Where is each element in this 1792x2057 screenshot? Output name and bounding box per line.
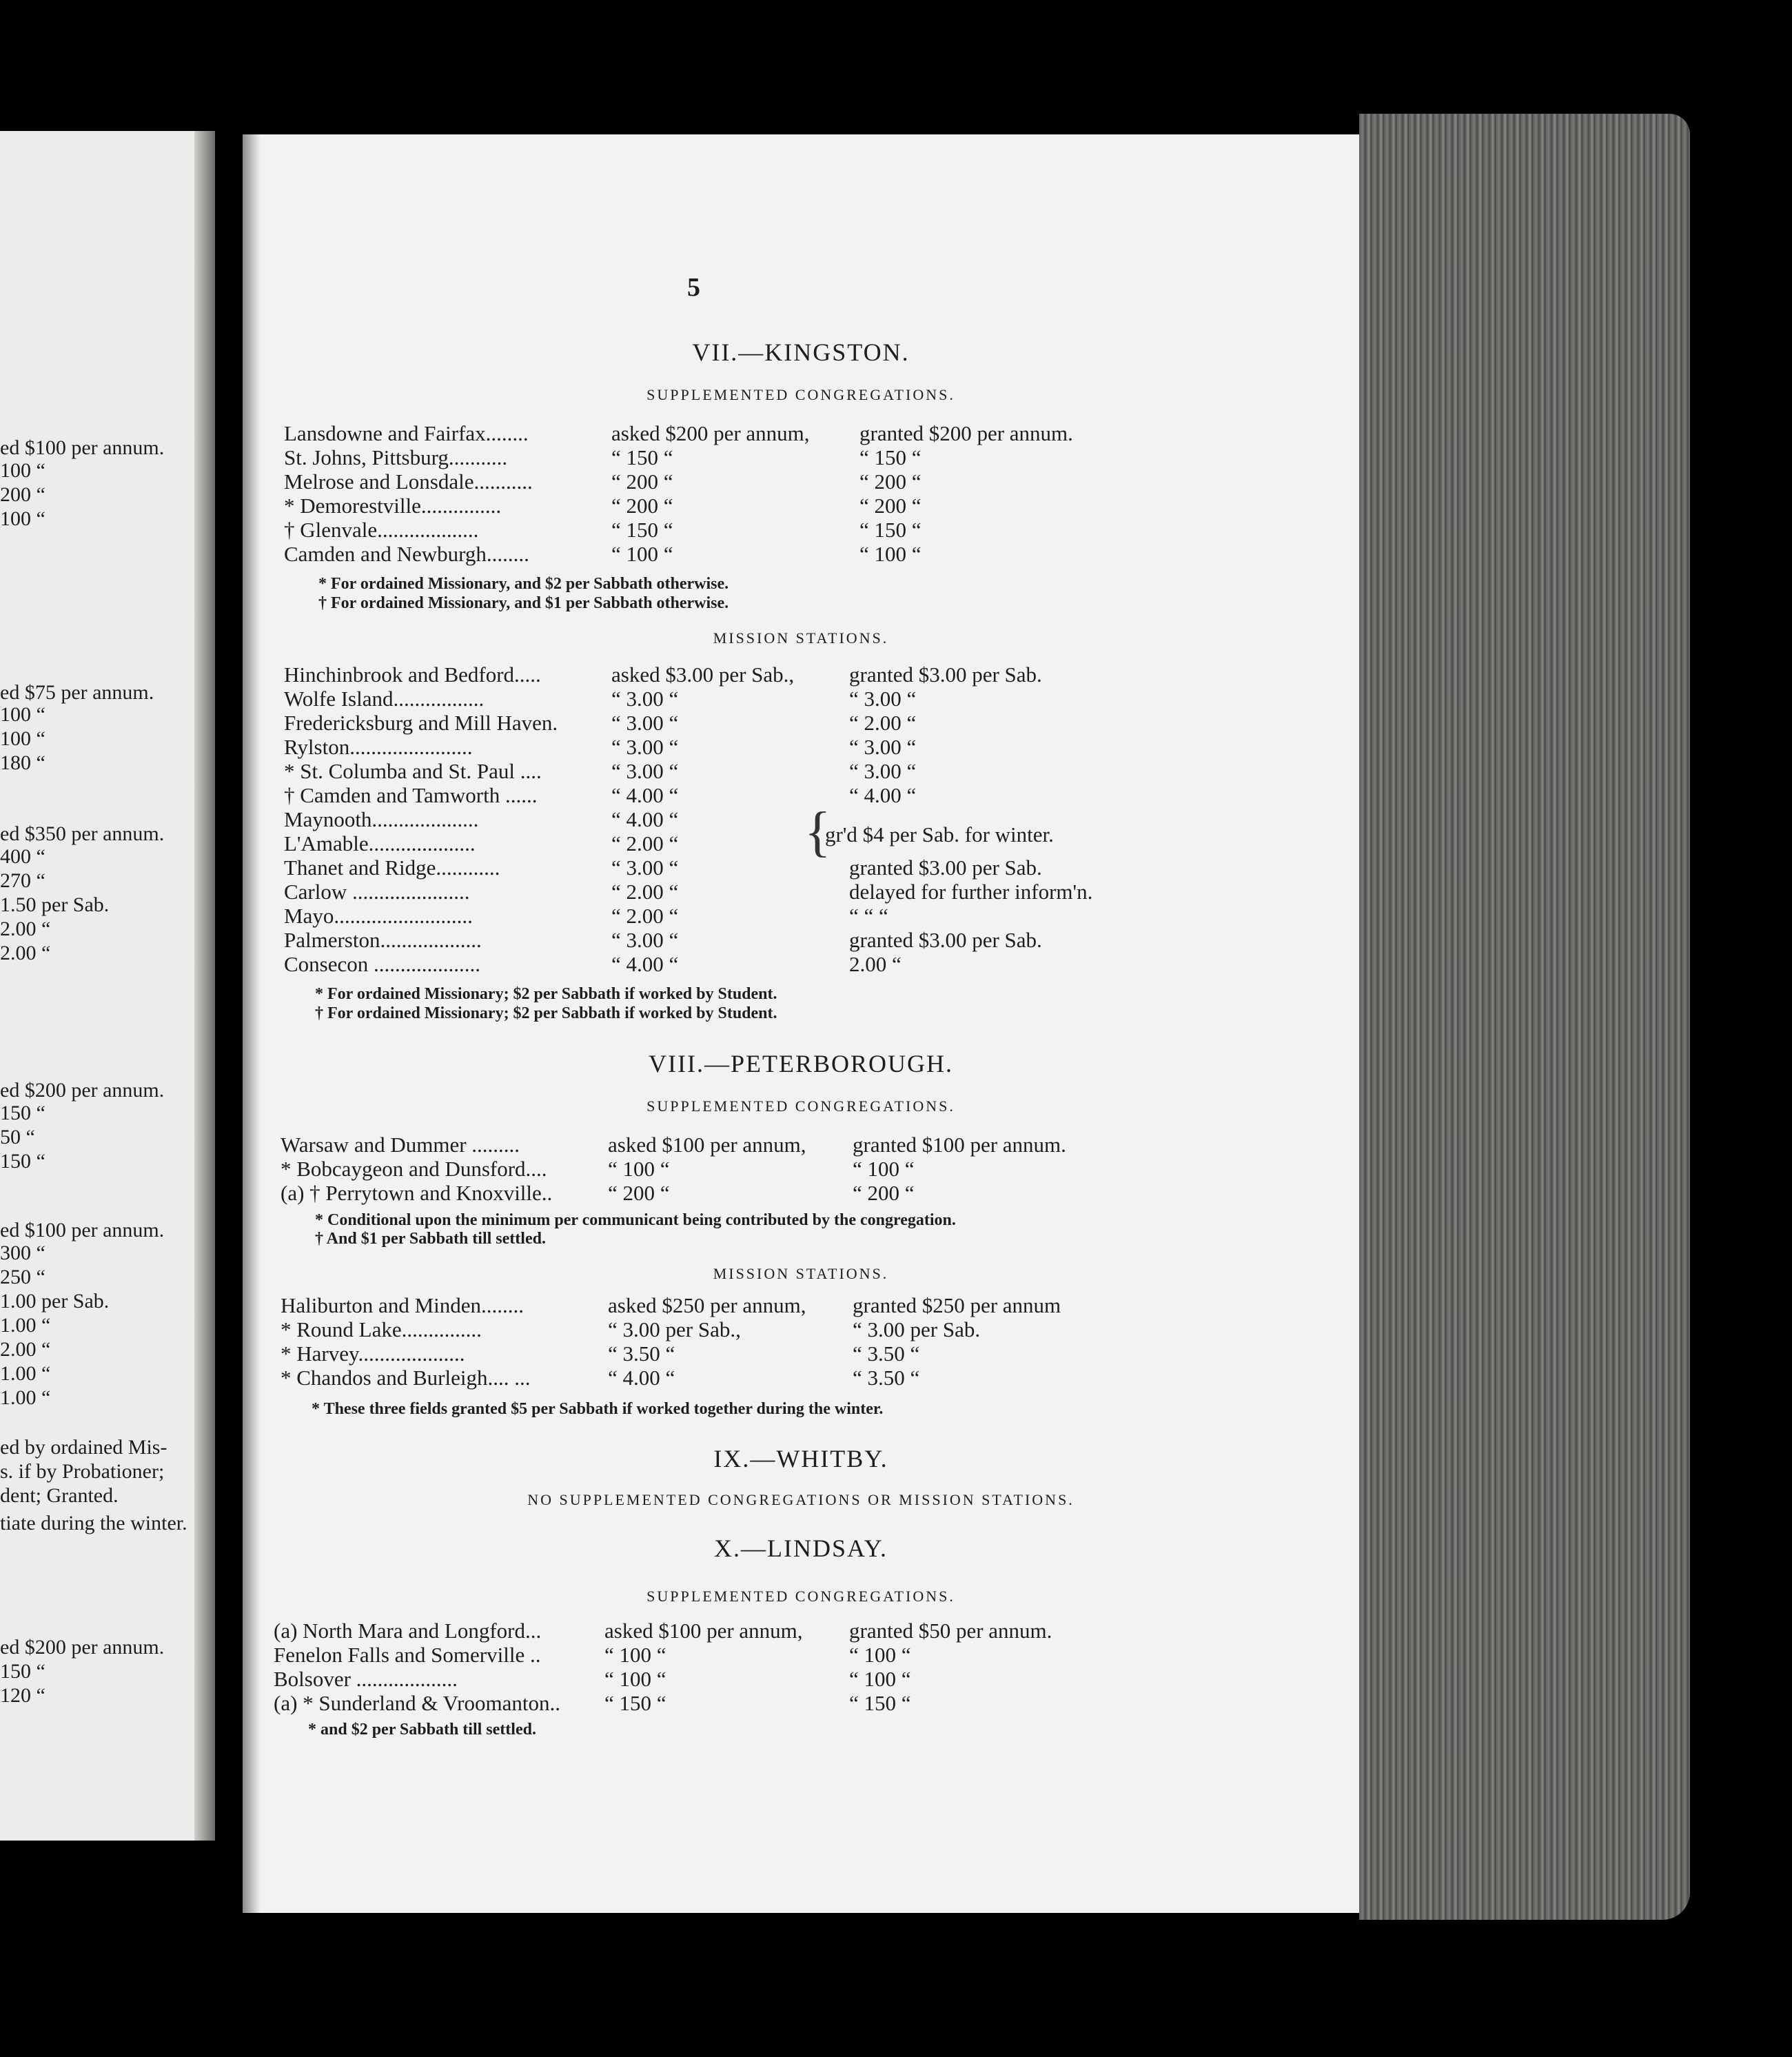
table-cell-name: Hinchinbrook and Bedford..... — [284, 662, 541, 687]
table-cell-granted: granted $100 per annum. — [853, 1133, 1066, 1157]
table-cell-name: * Bobcaygeon and Dunsford.... — [281, 1157, 547, 1181]
table-cell-asked: “ 4.00 “ — [608, 1366, 675, 1390]
table-cell-granted: granted $3.00 per Sab. — [849, 855, 1042, 880]
table-cell-granted: “ 3.00 “ — [849, 735, 917, 759]
peterborough-mission-heading: MISSION STATIONS. — [713, 1265, 889, 1282]
peterborough-mission-note: * These three fields granted $5 per Sabbath if worked together during the winter. — [312, 1400, 884, 1418]
left-page-row: tiate during the winter. — [0, 1512, 187, 1534]
left-page-row: 150 “ — [0, 1102, 45, 1124]
brace-icon: { — [804, 802, 831, 862]
table-cell-granted: “ 200 “ — [859, 469, 922, 494]
peterborough-supp-note-1: * Conditional upon the minimum per communicant being contributed by the congregation. — [315, 1211, 956, 1229]
table-cell-granted: “ “ “ — [849, 904, 888, 928]
left-page-row: ed $100 per annum. — [0, 436, 165, 459]
table-cell-asked: “ 4.00 “ — [611, 952, 679, 976]
table-cell-name: Maynooth.................... — [284, 807, 479, 831]
kingston-mission-note-2: † For ordained Missionary; $2 per Sabbath if worked by Student. — [315, 1004, 777, 1022]
table-cell-granted: granted $3.00 per Sab. — [849, 928, 1042, 952]
table-cell-name: Consecon .................... — [284, 952, 481, 976]
left-page-row: 1.00 “ — [0, 1314, 51, 1337]
left-page-row: 400 “ — [0, 845, 45, 868]
section-title-kingston: VII.—KINGSTON. — [692, 338, 910, 366]
table-cell-granted: granted $200 per annum. — [859, 421, 1073, 445]
table-cell-name: (a) * Sunderland & Vroomanton.. — [274, 1691, 560, 1715]
table-cell-name: Melrose and Lonsdale........... — [284, 469, 533, 494]
table-cell-asked: “ 100 “ — [611, 542, 673, 566]
table-cell-asked: “ 3.50 “ — [608, 1341, 675, 1366]
kingston-mission-heading: MISSION STATIONS. — [713, 629, 889, 647]
section-title-lindsay: X.—LINDSAY. — [713, 1534, 888, 1562]
table-cell-granted: delayed for further inform'n. — [849, 880, 1093, 904]
table-cell-granted: “ 100 “ — [849, 1643, 911, 1667]
table-cell-asked: “ 2.00 “ — [611, 904, 679, 928]
table-cell-name: Lansdowne and Fairfax........ — [284, 421, 529, 445]
table-cell-asked: “ 2.00 “ — [611, 831, 679, 855]
left-page-row: 250 “ — [0, 1266, 45, 1288]
peterborough-supplemented-heading: SUPPLEMENTED CONGREGATIONS. — [646, 1097, 955, 1115]
table-cell-name: Camden and Newburgh........ — [284, 542, 529, 566]
left-page-row: 180 “ — [0, 751, 45, 774]
table-cell-name: Palmerston................... — [284, 928, 482, 952]
left-page-row: 2.00 “ — [0, 1338, 51, 1361]
left-page-row: ed $75 per annum. — [0, 681, 154, 704]
table-cell-name: St. Johns, Pittsburg........... — [284, 445, 508, 469]
left-page — [0, 131, 215, 1841]
book-page-edges — [1359, 114, 1690, 1920]
lindsay-supp-note: * and $2 per Sabbath till settled. — [308, 1721, 536, 1739]
table-cell-granted: granted $250 per annum — [853, 1293, 1061, 1317]
left-page-row: 1.00 “ — [0, 1362, 51, 1385]
left-page-row: 300 “ — [0, 1242, 45, 1264]
lindsay-supplemented-heading: SUPPLEMENTED CONGREGATIONS. — [646, 1588, 955, 1605]
table-cell-granted: “ 100 “ — [853, 1157, 915, 1181]
table-cell-name: Warsaw and Dummer ......... — [281, 1133, 520, 1157]
table-cell-granted: “ 150 “ — [859, 445, 922, 469]
left-page-row: 2.00 “ — [0, 918, 51, 940]
table-cell-name: * Chandos and Burleigh.... ... — [281, 1366, 531, 1390]
table-cell-granted: “ 150 “ — [849, 1691, 911, 1715]
table-cell-asked: asked $200 per annum, — [611, 421, 810, 445]
table-cell-granted: 2.00 “ — [849, 952, 902, 976]
table-cell-asked: “ 100 “ — [608, 1157, 670, 1181]
left-page-row: 100 “ — [0, 703, 45, 726]
table-cell-asked: “ 200 “ — [608, 1181, 670, 1205]
table-cell-granted: “ 200 “ — [853, 1181, 915, 1205]
table-cell-granted: “ 100 “ — [859, 542, 922, 566]
table-cell-name: (a) North Mara and Longford... — [274, 1619, 542, 1643]
table-cell-asked: “ 3.00 per Sab., — [608, 1317, 741, 1341]
left-page-row: 100 “ — [0, 459, 45, 482]
kingston-supp-note-1: * For ordained Missionary, and $2 per Sabbath otherwise. — [318, 575, 729, 593]
left-page-row: 100 “ — [0, 507, 45, 530]
table-cell-name: * Round Lake............... — [281, 1317, 482, 1341]
left-page-row: 1.00 “ — [0, 1386, 51, 1409]
left-page-row: 270 “ — [0, 869, 45, 892]
left-page-row: 120 “ — [0, 1684, 45, 1707]
table-cell-granted: “ 3.00 “ — [849, 759, 917, 783]
table-cell-asked: “ 100 “ — [604, 1667, 666, 1691]
right-page — [243, 134, 1359, 1913]
table-cell-name: Mayo.......................... — [284, 904, 473, 928]
left-page-gutter — [194, 131, 215, 1841]
table-cell-asked: “ 150 “ — [611, 518, 673, 542]
table-cell-asked: “ 100 “ — [604, 1643, 666, 1667]
table-cell-name: * St. Columba and St. Paul .... — [284, 759, 542, 783]
left-page-row: 50 “ — [0, 1126, 35, 1148]
table-cell-name: * Harvey.................... — [281, 1341, 465, 1366]
table-cell-granted: granted $3.00 per Sab. — [849, 662, 1042, 687]
whitby-note: NO SUPPLEMENTED CONGREGATIONS OR MISSION STATIONS. — [527, 1491, 1075, 1508]
left-page-row: 2.00 “ — [0, 942, 51, 964]
left-page-row: ed $200 per annum. — [0, 1079, 165, 1102]
left-page-row: ed by ordained Mis- — [0, 1436, 167, 1459]
table-cell-asked: “ 3.00 “ — [611, 687, 679, 711]
table-cell-granted: “ 4.00 “ — [849, 783, 917, 807]
left-page-row: ed $350 per annum. — [0, 822, 165, 845]
table-cell-name: Fredericksburg and Mill Haven. — [284, 711, 558, 735]
kingston-brace-text: gr'd $4 per Sab. for winter. — [825, 822, 1054, 847]
page-number: 5 — [687, 273, 700, 302]
left-page-row: 100 “ — [0, 727, 45, 750]
table-cell-asked: “ 2.00 “ — [611, 880, 679, 904]
table-cell-asked: “ 3.00 “ — [611, 928, 679, 952]
left-page-row: ed $200 per annum. — [0, 1636, 165, 1659]
table-cell-asked: “ 3.00 “ — [611, 759, 679, 783]
table-cell-granted: “ 100 “ — [849, 1667, 911, 1691]
left-page-row: 150 “ — [0, 1150, 45, 1173]
table-cell-asked: asked $3.00 per Sab., — [611, 662, 795, 687]
kingston-supplemented-heading: SUPPLEMENTED CONGREGATIONS. — [646, 386, 955, 403]
table-cell-granted: “ 3.00 “ — [849, 687, 917, 711]
table-cell-name: Haliburton and Minden........ — [281, 1293, 525, 1317]
table-cell-name: L'Amable.................... — [284, 831, 476, 855]
peterborough-supp-note-2: † And $1 per Sabbath till settled. — [315, 1230, 546, 1248]
table-cell-asked: “ 150 “ — [604, 1691, 666, 1715]
table-cell-name: Rylston....................... — [284, 735, 473, 759]
section-title-peterborough: VIII.—PETERBOROUGH. — [649, 1050, 953, 1077]
left-page-row: s. if by Probationer; — [0, 1460, 165, 1483]
table-cell-asked: “ 3.00 “ — [611, 711, 679, 735]
section-title-whitby: IX.—WHITBY. — [713, 1445, 888, 1472]
table-cell-name: Fenelon Falls and Somerville .. — [274, 1643, 541, 1667]
table-cell-asked: asked $100 per annum, — [608, 1133, 806, 1157]
table-cell-granted: granted $50 per annum. — [849, 1619, 1052, 1643]
table-cell-name: † Camden and Tamworth ...... — [284, 783, 538, 807]
table-cell-asked: asked $100 per annum, — [604, 1619, 803, 1643]
table-cell-name: Wolfe Island................. — [284, 687, 485, 711]
left-page-row: 200 “ — [0, 483, 45, 506]
table-cell-name: Thanet and Ridge............ — [284, 855, 500, 880]
left-page-row: 1.50 per Sab. — [0, 893, 110, 916]
table-cell-granted: “ 150 “ — [859, 518, 922, 542]
table-cell-asked: asked $250 per annum, — [608, 1293, 806, 1317]
table-cell-asked: “ 200 “ — [611, 494, 673, 518]
table-cell-name: * Demorestville............... — [284, 494, 502, 518]
table-cell-asked: “ 3.00 “ — [611, 735, 679, 759]
left-page-row: 1.00 per Sab. — [0, 1290, 110, 1313]
kingston-mission-note-1: * For ordained Missionary; $2 per Sabbath if worked by Student. — [315, 985, 777, 1003]
table-cell-asked: “ 150 “ — [611, 445, 673, 469]
table-cell-asked: “ 4.00 “ — [611, 807, 679, 831]
table-cell-name: Carlow ...................... — [284, 880, 470, 904]
table-cell-granted: “ 3.00 per Sab. — [853, 1317, 981, 1341]
table-cell-name: † Glenvale................... — [284, 518, 479, 542]
table-cell-asked: “ 4.00 “ — [611, 783, 679, 807]
table-cell-granted: “ 2.00 “ — [849, 711, 917, 735]
left-page-row: 150 “ — [0, 1660, 45, 1683]
kingston-supp-note-2: † For ordained Missionary, and $1 per Sabbath otherwise. — [318, 594, 729, 612]
table-cell-granted: “ 3.50 “ — [853, 1366, 920, 1390]
left-page-row: ed $100 per annum. — [0, 1219, 165, 1242]
table-cell-name: Bolsover ................... — [274, 1667, 458, 1691]
table-cell-granted: “ 200 “ — [859, 494, 922, 518]
table-cell-granted: “ 3.50 “ — [853, 1341, 920, 1366]
table-cell-name: (a) † Perrytown and Knoxville.. — [281, 1181, 553, 1205]
left-page-row: dent; Granted. — [0, 1484, 119, 1507]
table-cell-asked: “ 3.00 “ — [611, 855, 679, 880]
table-cell-asked: “ 200 “ — [611, 469, 673, 494]
